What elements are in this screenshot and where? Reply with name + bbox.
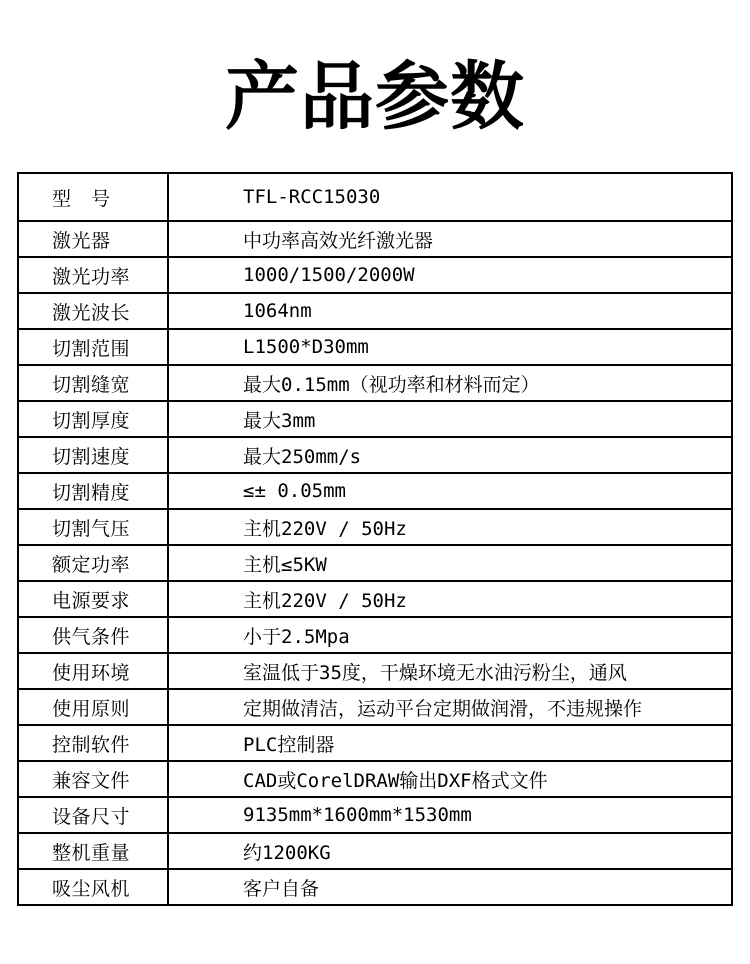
param-value: 最大250mm/s <box>168 437 732 473</box>
param-value: L1500*D30mm <box>168 329 732 365</box>
param-label: 型 号 <box>18 173 168 221</box>
table-row <box>18 221 732 257</box>
param-label: 激光器 <box>18 221 168 257</box>
param-value: CAD或CorelDRAW输出DXF格式文件 <box>168 761 732 797</box>
param-value: 中功率高效光纤激光器 <box>168 221 732 257</box>
table-row <box>18 869 732 905</box>
spec-table-body <box>18 173 732 905</box>
table-row <box>18 329 732 365</box>
param-value: 主机≤5KW <box>168 545 732 581</box>
param-label: 切割缝宽 <box>18 365 168 401</box>
param-label: 切割精度 <box>18 473 168 509</box>
table-row <box>18 293 732 329</box>
table-row <box>18 581 732 617</box>
table-row <box>18 761 732 797</box>
table-row <box>18 545 732 581</box>
table-row <box>18 653 732 689</box>
param-value: 主机220V / 50Hz <box>168 581 732 617</box>
table-row <box>18 401 732 437</box>
param-label: 设备尺寸 <box>18 797 168 833</box>
param-value: 定期做清洁，运动平台定期做润滑，不违规操作 <box>168 689 732 725</box>
param-value: 最大0.15mm（视功率和材料而定） <box>168 365 732 401</box>
param-value: 客户自备 <box>168 869 732 905</box>
param-value: 主机220V / 50Hz <box>168 509 732 545</box>
param-label: 激光波长 <box>18 293 168 329</box>
param-value: ≤± 0.05mm <box>168 473 732 509</box>
param-label: 切割厚度 <box>18 401 168 437</box>
page-title: 产品参数 <box>225 55 525 138</box>
table-row <box>18 725 732 761</box>
param-label: 整机重量 <box>18 833 168 869</box>
table-row <box>18 365 732 401</box>
param-label: 兼容文件 <box>18 761 168 797</box>
param-label: 额定功率 <box>18 545 168 581</box>
param-value: TFL-RCC15030 <box>168 173 732 221</box>
table-row <box>18 797 732 833</box>
table-row <box>18 617 732 653</box>
param-value: PLC控制器 <box>168 725 732 761</box>
table-row <box>18 173 732 221</box>
param-label: 切割范围 <box>18 329 168 365</box>
table-row <box>18 509 732 545</box>
param-label: 使用环境 <box>18 653 168 689</box>
param-label: 激光功率 <box>18 257 168 293</box>
param-label: 吸尘风机 <box>18 869 168 905</box>
param-label: 电源要求 <box>18 581 168 617</box>
param-label: 切割速度 <box>18 437 168 473</box>
param-value: 小于2.5Mpa <box>168 617 732 653</box>
param-value: 约1200KG <box>168 833 732 869</box>
param-label: 供气条件 <box>18 617 168 653</box>
param-value: 9135mm*1600mm*1530mm <box>168 797 732 833</box>
table-row <box>18 833 732 869</box>
param-value: 最大3mm <box>168 401 732 437</box>
param-label: 使用原则 <box>18 689 168 725</box>
table-row <box>18 437 732 473</box>
param-label: 切割气压 <box>18 509 168 545</box>
param-value: 室温低于35度，干燥环境无水油污粉尘，通风 <box>168 653 732 689</box>
table-row <box>18 689 732 725</box>
table-row <box>18 473 732 509</box>
param-value: 1000/1500/2000W <box>168 257 732 293</box>
spec-table <box>17 172 733 906</box>
table-row <box>18 257 732 293</box>
param-value: 1064nm <box>168 293 732 329</box>
param-label: 控制软件 <box>18 725 168 761</box>
